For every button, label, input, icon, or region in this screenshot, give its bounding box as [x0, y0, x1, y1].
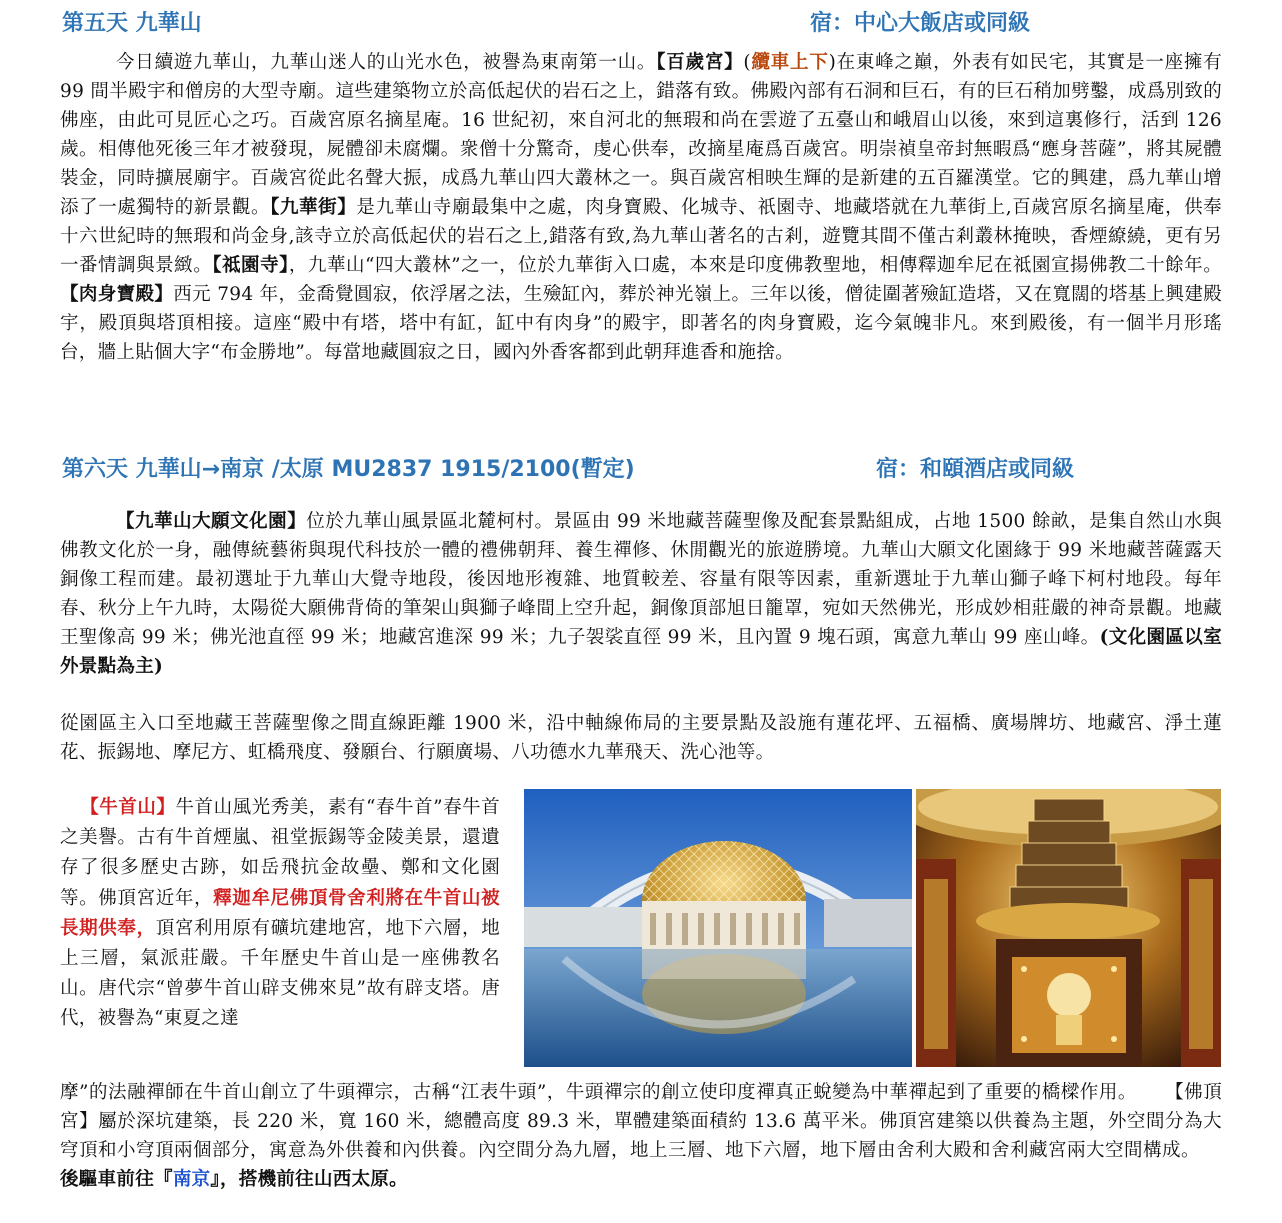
day6-text-1: 位於九華山風景區北麓柯村。景區由 99 米地藏菩薩聖像及配套景點組成，占地 1500 餘畝，是集自然山水與佛教文化於一身，融傳統藝術與現代科技於一體的禮佛朝拜、養生禪修、休閒觀光的旅遊勝境。九華山大願文化園緣于 99 米地藏菩薩露天銅像工程而建。最初選址于九華山大覺寺地段，後因地形複雜、地質較差、容量有限等因素，重新選址于九華山獅子峰下柯村地段。每年春、秋分上午九時，太陽從大願佛背倚的筆架山與獅子峰間上空升起，銅像頂部旭日籠罩，宛如天然佛光，形成妙相莊嚴的神奇景觀。地藏王聖像高 99 米；佛光池直徑 99 米；地藏宮進深 99 米；九子袈裟直徑 99 米，且內置 9 塊石頭，寓意九華山 99 座山峰。 — [60, 511, 1222, 648]
tail-text-1: 摩”的法融禪師在牛首山創立了牛頭禪宗，古稱“江表牛頭”，牛頭禪宗的創立使印度禪真正蛻變為中華禪起到了重要的橋樑作用。 — [60, 1082, 1137, 1103]
dome-building-image — [524, 789, 912, 1067]
day6-title: 第六天 九華山→南京 /太原 MU2837 1915/2100(暫定) — [62, 457, 635, 482]
niushou-section — [60, 793, 500, 1035]
dayuan-park-label: 【九華山大願文化園】 — [116, 511, 307, 532]
day6-hotel: 宿：和頤酒店或同級 — [876, 457, 1075, 482]
fodinggong-section — [60, 1078, 1222, 1194]
niushou-text-2: 頂宮利用原有礦坑建地宮，地下六層，地上三層，氣派莊嚴。千年歷史牛首山是一座佛教名山。唐代宗“曾夢牛首山辟支佛來見”故有辟支塔。唐代，被譽為“東夏之達 — [60, 917, 500, 1030]
cable-car-label: 纜車上下 — [750, 52, 829, 73]
final-pre: 後驅車前往『 — [60, 1169, 173, 1190]
day5-text-4: 西元 794 年，金喬覺圓寂，依浮屠之法，生殮缸內，葬於神光嶺上。三年以後，僧徒圍著殮缸造塔，又在寬闊的塔基上興建殿宇，殿頂與塔頂相接。這座“殿中有塔，塔中有缸，缸中有肉身”的殿宇，即著名的肉身寶殿，迄今氣魄非凡。來到殿後，有一個半月形瑤台，牆上貼個大字“布金勝地”。每當地藏圓寂之日，國內外香客都到此朝拜進香和施捨。 — [60, 284, 1222, 363]
day5-hotel: 宿：中心大飯店或同級 — [810, 11, 1031, 36]
dome-building-photo — [524, 789, 912, 1067]
day5-text-2: 是九華山寺廟最集中之處，肉身寶殿、化城寺、祇園寺、地藏塔就在九華街上,百歲宮原名摘星庵，供奉十六世紀時的無瑕和尚金身,該寺立於高低起伏的岩石之上,錯落有致,為九華山著名的古剎，遊覽其間不僅古剎叢林掩映，香煙繚繞，更有另一番情調與景緻。 — [60, 197, 1222, 276]
qiyuan-temple-label: 【祗園寺】 — [212, 255, 289, 276]
tail-text-2: 屬於深坑建築，長 220 米，寬 160 米，總體高度 89.3 米，單體建築面積約 13.6 萬平米。佛頂宮建築以供養為主題，外空間分為大穹頂和小穹頂兩個部分，寓意為外供養和內供養。內空間分為九層，地上三層、地下六層，地下層由舍利大殿和舍利藏宮兩大空間構成。 — [60, 1111, 1222, 1161]
nanjing-city: 南京 — [172, 1169, 211, 1190]
day5-intro: 今日續遊九華山，九華山迷人的山光水色，被譽為東南第一山。 — [116, 52, 657, 73]
day6-body-2: 從園區主入口至地藏王菩薩聖像之間直線距離 1900 米，沿中軸線佈局的主要景點及設施有蓮花坪、五福橋、廣場牌坊、地藏宮、淨土蓮花、振錫地、摩尼方、虹橋飛度、發願台、行願廣場、八功德水九華飛天、洗心池等。 — [60, 713, 1222, 763]
final-instruction — [60, 1169, 408, 1190]
day5-text-1: )在東峰之巔，外表有如民宅，其實是一座擁有 99 間半殿宇和僧房的大型寺廟。這些建築物立於高低起伏的岩石之上，錯落有致。佛殿內部有石洞和巨石，有的巨石稍加劈鑿，成爲別致的佛座，由此可見匠心之巧。百歲宮原名摘星庵。16 世紀初，來自河北的無瑕和尚在雲遊了五臺山和峨眉山以後，來到這裏修行，活到 126 歲。相傳他死後三年才被發現，屍體卻未腐爛。衆僧十分驚奇，虔心供奉，改摘星庵爲百歲宮。明崇禎皇帝封無暇爲“應身菩薩”，將其屍體裝金，同時擴展廟宇。百歲宮從此名聲大振，成爲九華山四大叢林之一。與百歲宮相映生輝的是新建的五百羅漢堂。它的興建，爲九華山增添了一處獨特的新景觀。 — [60, 52, 1222, 218]
roushen-hall-label: 【肉身寶殿】 — [60, 284, 174, 305]
paren-open: ( — [743, 52, 751, 73]
day6-body — [60, 507, 1222, 681]
final-post: 』，搭機前往山西太原。 — [210, 1169, 408, 1190]
niushou-relic-highlight: 釋迦牟尼佛頂骨舍利將在牛首山被長期供奉， — [60, 887, 500, 939]
jiuhua-street-label: 【九華街】 — [270, 197, 357, 218]
baisui-palace-label: 【百歲宮】 — [656, 52, 744, 73]
outdoor-note: (文化園區以室外景點為主) — [60, 627, 1222, 677]
niushou-text-1: 牛首山風光秀美，素有“春牛首”春牛首之美譽。古有牛首煙嵐、祖堂振錫等金陵美景，還遺存了很多歷史古跡，如岳飛抗金故壘、鄭和文化園等。佛頂宮近年， — [60, 797, 500, 909]
temple-interior-photo — [916, 789, 1221, 1067]
day5-body — [60, 48, 1222, 367]
fodinggong-label: 【佛頂宮】 — [60, 1082, 1222, 1132]
day5-title: 第五天 九華山 — [62, 11, 202, 36]
day5-text-3: ，九華山“四大叢林”之一，位於九華街入口處，本來是印度佛教聖地，相傳釋迦牟尼在祗園宣揚佛教二十餘年。 — [288, 255, 1222, 276]
temple-interior-image — [916, 789, 1221, 1067]
niushou-label: 【牛首山】 — [80, 797, 176, 818]
